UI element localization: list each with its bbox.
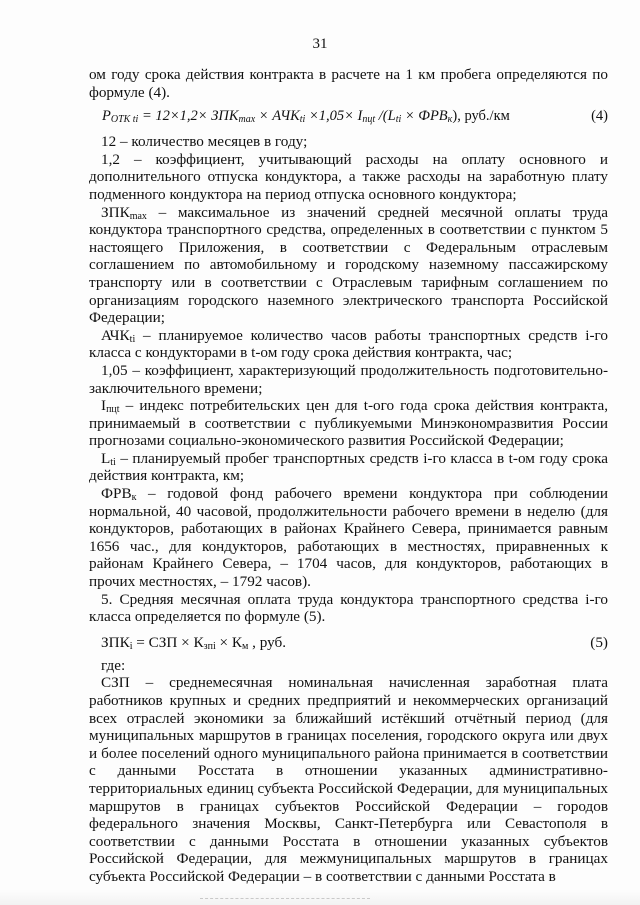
definition-zpk-max: $ЗПК_{max}$ – максимальное из значений средней месячной оплаты труда кондуктора транспортного средства, определенных в соответствии с пунктом 5 настоящего Приложения, в соответствии с Федеральным отраслевым соглашением по автомобильному и городскому наземному пассажирскому транспорту или в соответствии с Отраслевым тарифным соглашением по организациям городского наземного электрического транспорта Российской Федерации; <box>89 203 608 327</box>
definition-ipc: $I_{пцt}$ – индекс потребительских цен для t-ого года срока действия контракта, принимаемый в соответствии с публикуемыми Минэкономразвития России прогнозами социально-экономического развития Российской Федерации; <box>89 397 608 450</box>
definition-1-2: 1,2 – коэффициент, учитывающий расходы на оплату основного и дополнительного отпуска кондуктора, а также расходы на заработную плату подменного кондуктора на период отпуска основного кондуктора; <box>89 150 608 203</box>
definition-szp: СЗП – среднемесячная номинальная начисленная заработная плата работников крупных и средних предприятий и некоммерческих организаций всех отраслей экономики за ближайший истёкший отчётный период (для муниципальных маршрутов в границах поселения, городского округа или двух и более поселений одного муниципального района принимается в соответствии с данными Росстата в отношении указанных административно-территориальных единиц субъекта Российской Федерации, для муниципальных маршрутов в границах субъектов Российской Федерации – городов федерального значения Москвы, Санкт-Петербурга или Севастополя в соответствии с данными Росстата в отношении указанных субъектов Российской Федерации, для межмуниципальных маршрутов в границах субъекта Российской Федерации – в соответствии с данными Росстата в <box>89 674 608 885</box>
intro-paragraph: ом году срока действия контракта в расчете на 1 км пробега определяются по формуле (4). <box>89 66 608 101</box>
formula-5-expression: $ЗПК_i$ = СЗП × $К_{зпi} \times К_м$ , руб. <box>101 633 287 652</box>
definition-frv: $ФРВ_к$ – годовой фонд рабочего времени кондуктора при соблюдении нормальной, 40 часовой, продолжительности рабочего времени в неделю (для кондукторов, работающих в районах Крайнего Севера, принимается равным 1656 час., для кондукторов, работающих в местностях, приравненных к районам Крайнего Севера, – 1704 часов, для кондукторов, работающих в прочих местностях, – 1792 часов). <box>89 485 608 591</box>
formula-4 <box>89 106 608 127</box>
formula-5-number: (5) <box>590 633 608 651</box>
definition-lti: $L_{ti}$ – планируемый пробег транспортных средств i-го класса в t-ом году срока действия контракта, км; <box>89 449 608 485</box>
formula-4-number: (4) <box>591 108 608 125</box>
page-number: 31 <box>312 36 328 52</box>
formula-5 <box>89 631 608 653</box>
definition-1-05: 1,05 – коэффициент, характеризующий продолжительность подготовительно-заключительного времени; <box>89 361 608 397</box>
where-label: где: <box>101 656 126 674</box>
formula-4-expression: $P_{ОТК ti} = 12\times 1,2\times ЗПК_{max} \times АЧК_{ti} \times 1,05\times I_{пцt}$ $/(L_{ti} \times ФРВ_к)$, руб./км <box>102 108 510 126</box>
definition-12: 12 – количество месяцев в году; <box>101 133 308 151</box>
item-5-paragraph: 5. Средняя месячная оплата труда кондуктора транспортного средства i-го класса определяется по формуле (5). <box>89 590 608 626</box>
definition-achk: $АЧК_{ti}$ – планируемое количество часов работы транспортных средств i-го класса с кондукторами в t-ом году срока действия контракта, час; <box>89 326 608 362</box>
scan-artifact <box>200 898 370 902</box>
document-body <box>89 66 608 886</box>
